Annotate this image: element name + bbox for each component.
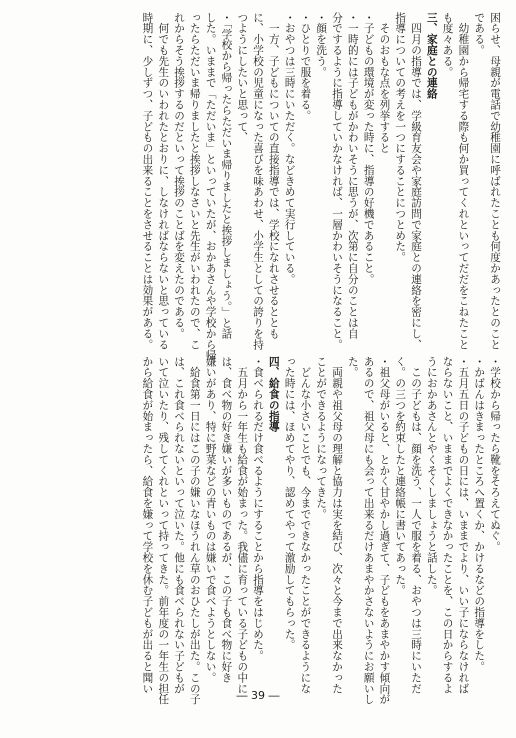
- bullet-item: ・一時的には子どもがかわいそうに思うが、次第に自分のことは自: [346, 12, 359, 339]
- text-line: 嫌いがあり、特に野菜などの青いものは嫌いで食べようとしない。: [204, 356, 217, 683]
- section-heading-4: 四、給食の指導: [267, 356, 280, 433]
- bullet-item: ・祖父母がいると、とかく甘やかし過ぎて、子どもをあまやかす傾向が: [378, 356, 391, 705]
- text-line: ったらただいま帰りましたと挨拶しなさいと先生がいわれたので、こ: [188, 12, 201, 350]
- text-line: である。: [473, 12, 486, 56]
- text-line: うにおかあさんとやくそくしましょうと話した。: [425, 356, 438, 596]
- text-line: く。の三つを約束したと連絡帳に書いてあった。: [394, 356, 407, 596]
- text-line: た。: [346, 356, 359, 378]
- text-line: 分でするように指導していかなければ、一層かわいそうになること。: [331, 12, 344, 350]
- bullet-item: ・おやつは三時にいただく。などきめて実行している。: [283, 12, 296, 285]
- text-line: 一方、子どもについての直接指導では、学校になれさせるととも: [267, 12, 280, 339]
- text-line: 両親や祖父母の理解と協力は実を結び、次々と今まで出来なかった: [331, 356, 344, 694]
- text-line: あるので、祖父母にも会って出来るだけあまやかさないようにお願いし: [362, 356, 375, 705]
- text-line: ことができるようになってきた。: [315, 356, 328, 520]
- text-line: れからそう挨拶するのだといって挨拶のことばを変えたのである。: [173, 12, 186, 339]
- text-line: そのおもな点を列挙すると: [378, 12, 391, 154]
- text-line: 四月の指導では、学級育友会や家庭訪問で家庭との連絡を密にし、: [410, 12, 423, 350]
- text-line: 給食第一日にはこの子の嫌いなほうれん草のおひたしが出た。この子: [188, 356, 201, 705]
- text-line: この子どもは、顔を洗う、一人で服を着る、おやつは三時にいただ: [410, 356, 423, 694]
- upper-text-block: [14, 12, 502, 361]
- text-line: は、食べ物の好き嫌いが多いものであるが、この子も食べ物に好き: [220, 356, 233, 683]
- text-line: も度々ある。: [441, 12, 454, 78]
- bullet-item: ・顔を洗う。: [315, 12, 328, 78]
- page-number: ― 39 ―: [236, 689, 280, 702]
- text-line: 何でも先生のいわれたとおりに、しなければならないと思っている: [157, 12, 170, 350]
- text-line: ならないこと、いままでよくできなかったことを、この日からするよ: [441, 356, 454, 694]
- text-line: った時には、ほめてやり、認めてやって激励してもらった。: [283, 356, 296, 651]
- text-line: に、小学校の児童になった喜びを味あわせ、小学生としての誇りを持: [252, 12, 265, 350]
- bullet-item: ・子どもの環境が変った時に、指導の好機であること。: [362, 12, 375, 285]
- text-line: は、これ食べられないといって泣いた。他にも食べられない子どもが: [173, 356, 186, 694]
- bullet-item: ・学校から帰ったら靴をそろえてぬぐ。: [489, 356, 501, 553]
- section-heading-3: 三、家庭との連絡: [425, 12, 438, 100]
- text-line: どんな小さいことでも、今までできなかったことができるようにな: [299, 356, 312, 694]
- text-line: つようにしたいと思って、: [236, 12, 249, 143]
- text-line: 幼稚園から帰宅する際も何か買ってくれといってだだをこねたこと: [457, 12, 470, 350]
- bullet-item: ・「学校から帰ったらただいま帰りましたと挨拶しましょう。」と話: [220, 12, 233, 340]
- text-line: から給食が始まったら、給食を嫌って学校を休む子どもが出ると聞い: [141, 356, 154, 694]
- bullet-item: ・かばんはきまったところへ置くか、かけるなどの指導をした。: [473, 356, 486, 673]
- bullet-item: ・食べられるだけ食べるようにすることから指導をはじめた。: [252, 356, 265, 662]
- text-line: 時期に、少しずつ、子どもの出来ることをさせることは効果がある。: [141, 12, 154, 350]
- bullet-item: ・ひとりで服を着る。: [299, 12, 312, 121]
- bullet-item: ・五月五日の子どもの日には、いままでより、いい子にならなければ: [457, 356, 470, 694]
- text-line: いて泣いたり、残してくれといって持ってきた。前年度の一年生の担任: [157, 356, 170, 705]
- text-line: 五月から一年生も給食が始まった。我儘に育っている子どもの中に: [236, 356, 249, 694]
- text-line: 困らせ、母親が電話で幼稚園に呼ばれたことも何度かあったとのこと: [489, 12, 501, 350]
- text-line: 指導についての考えを一つにすることにつとめた。: [394, 12, 407, 263]
- text-line: した。いままで「ただいま」といっていたが、おかあさんや学校から帰: [204, 12, 217, 361]
